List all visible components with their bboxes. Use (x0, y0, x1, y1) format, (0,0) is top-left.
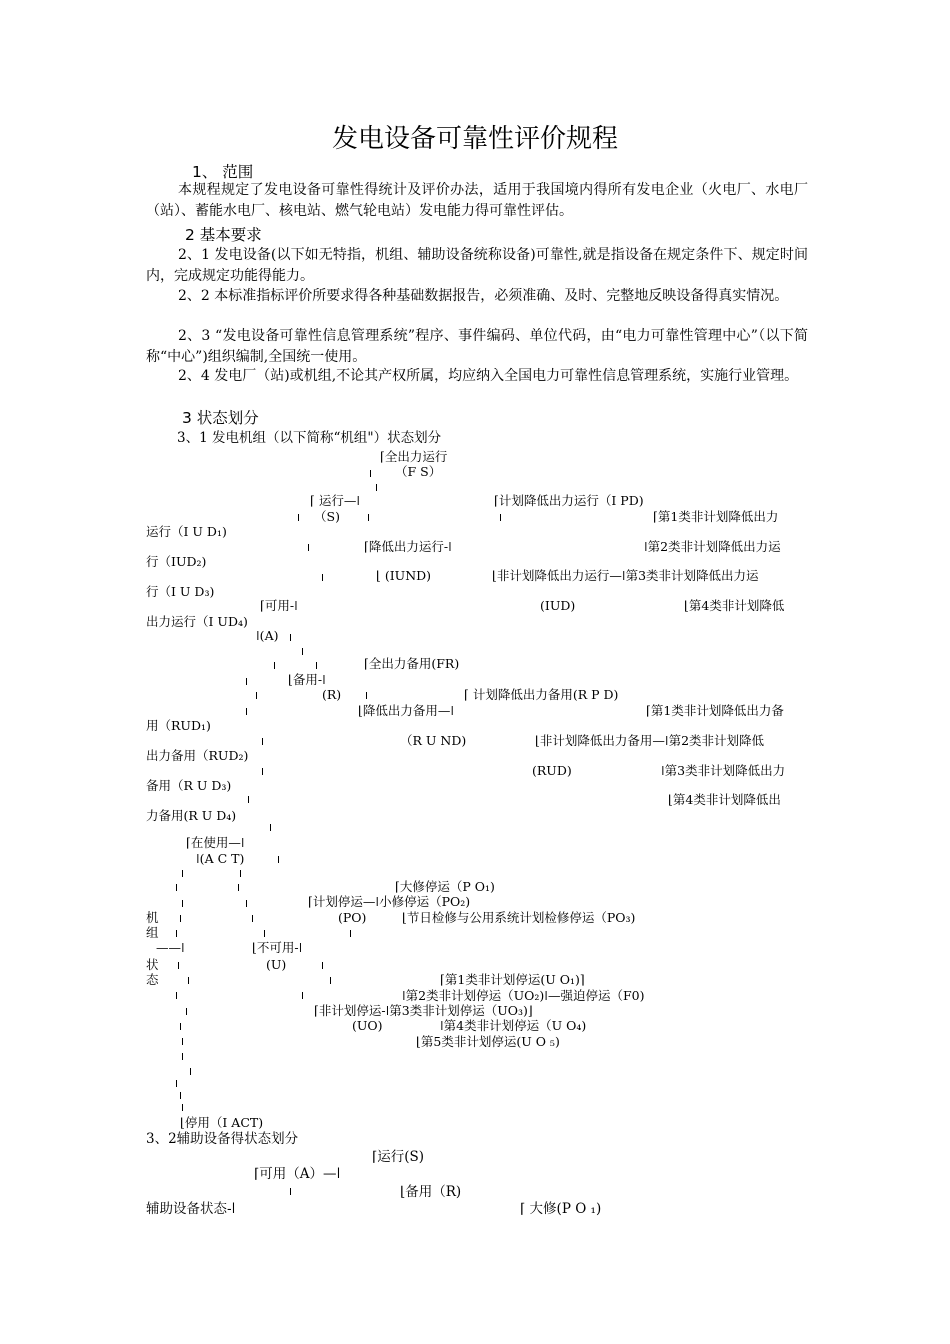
node-uo1: ⌈第1类非计划停运(U O₁)⌉ (440, 972, 585, 987)
connector-mark (176, 1080, 177, 1087)
section-heading-basic-requirements: 2 基本要求 (185, 226, 262, 244)
connector-mark (366, 692, 367, 699)
node-rud: (RUD) (532, 763, 572, 778)
aux-node-reserve: ⌊备用（R) (400, 1184, 462, 1200)
connector-mark (246, 708, 247, 715)
connector-mark (180, 1092, 181, 1099)
subsection-heading-3-2: 3、2辅助设备得状态划分 (146, 1131, 299, 1147)
node-low-output-run: ⌈降低出力运行-ǀ (364, 539, 452, 554)
connector-mark (290, 1188, 291, 1195)
connector-mark (182, 1038, 183, 1045)
node-iud1-b: 运行（I U D₁) (146, 524, 227, 539)
aux-node-available: ⌈可用（A）—ǀ (254, 1166, 341, 1182)
connector-mark (246, 900, 247, 907)
node-full-output-run: ⌈全出力运行 (380, 449, 448, 464)
node-iud4-a: ⌊第4类非计划降低 (684, 598, 785, 613)
connector-mark (274, 662, 275, 669)
node-u-code: (U) (266, 957, 287, 972)
document-title: 发电设备可靠性评价规程 (331, 124, 618, 154)
connector-mark (176, 930, 177, 937)
node-iact: ⌊停用（I ACT) (180, 1115, 264, 1130)
node-rud3-b: 备用（R U D₃) (146, 778, 232, 793)
connector-mark (182, 900, 183, 907)
paragraph-2-3: 2、3 “发电设备可靠性信息管理系统”程序、事件编码、单位代码，由“电力可靠性管理中心”（以下简称“中心”)组织编制,全国统一使用。 (146, 328, 808, 365)
node-po3: ⌊节日检修与公用系统计划检修停运（PO₃) (402, 910, 636, 925)
connector-mark (180, 915, 181, 922)
connector-mark (376, 484, 377, 491)
node-unplanned-low-run: ⌊非计划降低出力运行—ǀ第3类非计划降低出力运 (492, 568, 759, 583)
node-rud1-a: ⌈第1类非计划降低出力备 (646, 703, 784, 718)
node-uo5: ⌊第5类非计划停运(U O ₅) (416, 1034, 560, 1049)
node-s-code: （S) (314, 509, 340, 524)
connector-mark (370, 470, 371, 477)
connector-mark (500, 514, 501, 521)
node-ipd: ⌈计划降低出力运行（I PD) (494, 493, 644, 508)
connector-mark (298, 514, 299, 521)
node-iud4-b: 出力运行（I UD₄) (146, 614, 248, 629)
connector-mark (188, 977, 189, 984)
connector-mark (182, 870, 183, 877)
node-zu: 组 (146, 925, 159, 940)
node-fs-code: （F S） (395, 464, 442, 479)
connector-mark (278, 856, 279, 863)
node-iud2-a: ǀ第2类非计划降低出力运 (644, 539, 781, 554)
node-rund: （R U ND) (400, 733, 467, 748)
connector-mark (350, 930, 351, 937)
aux-node-state: 辅助设备状态-ǀ (146, 1201, 236, 1217)
node-iund: ⌊ (IUND) (376, 568, 432, 583)
node-rud2-b: 出力备用（RUD₂) (146, 748, 249, 763)
node-available: ⌈可用-ǀ (260, 598, 298, 613)
connector-mark (302, 992, 303, 999)
node-rud4-a: ⌊第4类非计划降低出 (668, 792, 781, 807)
connector-mark (246, 678, 247, 685)
node-planned-outage: ⌈计划停运—ǀ小修停运（PO₂) (308, 894, 471, 909)
paragraph-2-1: 2、1 发电设备(以下如无特指，机组、辅助设备统称设备)可靠性,就是指设备在规定条件下、规定时间内，完成规定功能得能力。 (146, 247, 808, 284)
node-ji: 机 (146, 910, 159, 925)
node-uo2: ǀ第2类非计划停运（UO₂)ǀ—强迫停运（F0) (402, 988, 645, 1003)
node-reserve: ⌊备用-ǀ (288, 672, 326, 687)
node-iud1-a: ⌈第1类非计划降低出力 (653, 509, 779, 524)
node-po1: ⌈大修停运（P O₁) (395, 879, 495, 894)
aux-node-overhaul: ⌈ 大修(P O ₁) (520, 1201, 602, 1217)
paragraph-2-2: 2、2 本标准指标评价所要求得各种基础数据报告，必须准确、及时、完整地反映设备得真实情况。 (178, 288, 789, 304)
node-dash: ——ǀ (156, 940, 185, 955)
connector-mark (186, 1008, 187, 1015)
node-in-use: ⌈在使用—ǀ (186, 835, 245, 850)
node-unplanned-outage: ⌈非计划停运-ǀ第3类非计划停运（UO₃)⌋ (314, 1003, 533, 1018)
connector-mark (302, 648, 303, 655)
subsection-heading-3-1: 3、1 发电机组（以下简称“机组"）状态划分 (177, 430, 442, 446)
connector-mark (238, 884, 239, 891)
node-rpd: ⌈ 计划降低出力备用(R P D) (464, 687, 619, 702)
node-zhuang: 状 (146, 957, 159, 972)
node-act-code: ǀ(A C T) (196, 851, 245, 866)
paragraph-2-4: 2、4 发电厂（站)或机组,不论其产权所属，均应纳入全国电力可靠性信息管理系统，实施行业管理。 (178, 368, 799, 384)
connector-mark (256, 692, 257, 699)
node-rud3-a: ǀ第3类非计划降低出力 (661, 763, 786, 778)
connector-mark (248, 796, 249, 803)
connector-mark (262, 738, 263, 745)
section-heading-state-division: 3 状态划分 (182, 409, 259, 427)
connector-mark (308, 544, 309, 551)
connector-mark (252, 915, 253, 922)
node-iud2-b: 行（IUD₂) (146, 554, 207, 569)
connector-mark (262, 768, 263, 775)
connector-mark (264, 930, 265, 937)
node-iud: (IUD) (540, 598, 576, 613)
node-uo4: ǀ第4类非计划停运（U O₄) (440, 1018, 587, 1033)
connector-mark (182, 1104, 183, 1111)
connector-mark (290, 634, 291, 641)
node-rud1-b: 用（RUD₁) (146, 718, 211, 733)
connector-mark (182, 1053, 183, 1060)
node-unplanned-low-reserve: ⌊非计划降低出力备用—ǀ第2类非计划降低 (535, 733, 765, 748)
node-a-code: ǀ(A) (256, 628, 279, 643)
connector-mark (180, 1023, 181, 1030)
aux-node-run: ⌈运行(S) (372, 1149, 425, 1165)
section-heading-scope: 1、 范围 (192, 163, 254, 181)
node-low-output-reserve: ⌊降低出力备用—ǀ (358, 703, 455, 718)
node-po-code: (PO) (338, 910, 367, 925)
connector-mark (178, 962, 179, 969)
connector-mark (322, 574, 323, 581)
node-unavailable: ⌊不可用-ǀ (252, 940, 303, 955)
connector-mark (176, 884, 177, 891)
connector-mark (190, 1068, 191, 1075)
connector-mark (330, 977, 331, 984)
connector-mark (270, 824, 271, 831)
node-iud3-b: 行（I U D₃) (146, 584, 215, 599)
connector-mark (240, 870, 241, 877)
connector-mark (176, 992, 177, 999)
paragraph-scope: 本规程规定了发电设备可靠性得统计及评价办法，适用于我国境内得所有发电企业（火电厂、水电厂（站）、蓄能水电厂、核电站、燃气轮电站）发电能力得可靠性评估。 (146, 182, 808, 219)
node-r-code: (R) (322, 687, 342, 702)
connector-mark (322, 962, 323, 969)
node-rud4-b: 力备用(R U D₄) (146, 808, 237, 823)
node-uo-code: (UO) (352, 1018, 383, 1033)
node-fr: ⌈全出力备用(FR) (364, 656, 460, 671)
node-tai: 态 (146, 972, 159, 987)
connector-mark (368, 514, 369, 521)
node-run: ⌈ 运行—ǀ (310, 493, 361, 508)
connector-mark (316, 662, 317, 669)
